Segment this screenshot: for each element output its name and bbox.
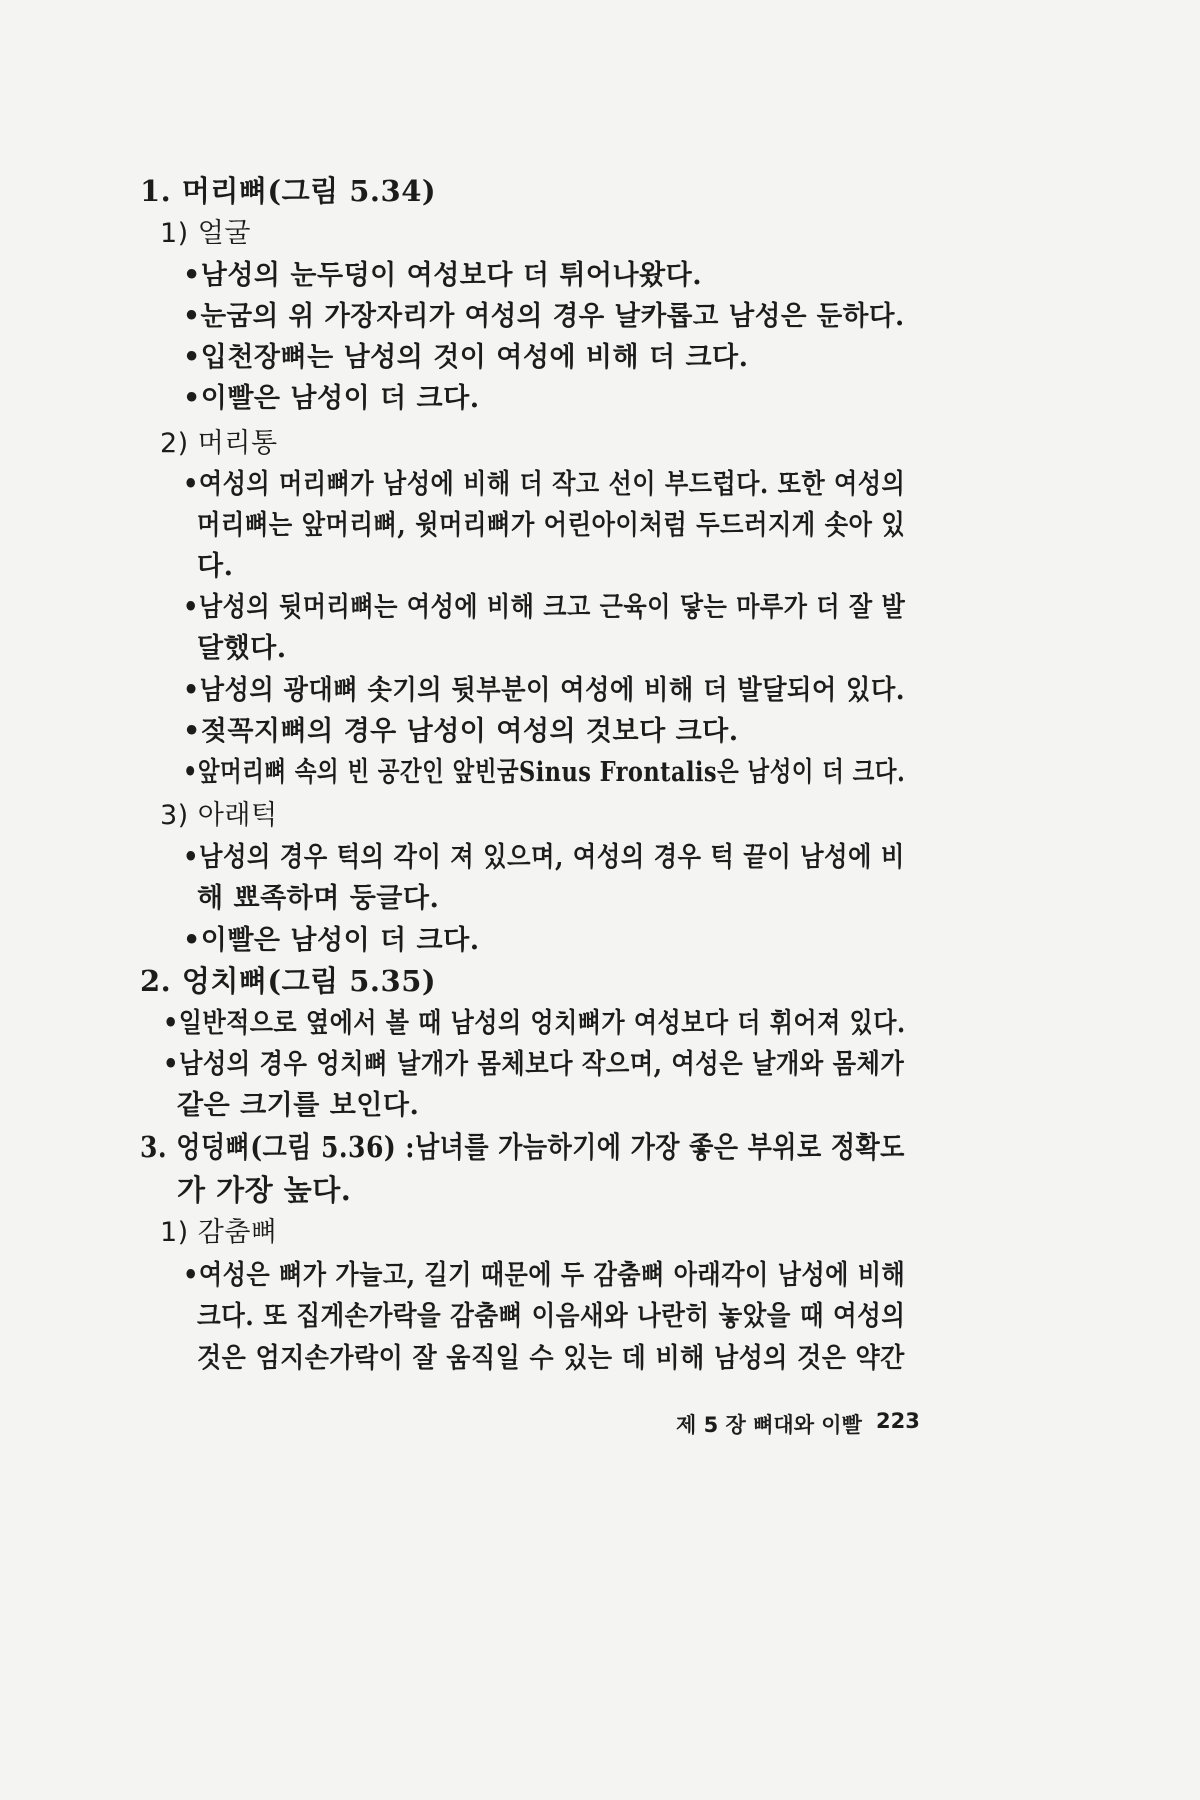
section-heading-continuation: 가 가장 높다. — [177, 1173, 352, 1207]
bullet-item: •일반적으로 옆에서 볼 때 남성의 엉치뼈가 여성보다 더 휘어져 있다. — [163, 1008, 906, 1039]
subheading-mandible: 3) 아래턱 — [160, 800, 278, 831]
subheading-cranium: 2) 머리통 — [160, 428, 278, 459]
bullet-continuation: 것은 엄지손가락이 잘 움직일 수 있는 데 비해 남성의 것은 약간 — [197, 1343, 905, 1374]
bullet-item: •젖꼭지뼈의 경우 남성이 여성의 것보다 크다. — [183, 716, 739, 747]
subheading-face: 1) 얼굴 — [160, 218, 251, 249]
page-number: 223 — [876, 1409, 920, 1433]
bullet-item: •이빨은 남성이 더 크다. — [183, 925, 480, 956]
bullet-item: •여성은 뼈가 가늘고, 길기 때문에 두 감춤뼈 아래각이 남성에 비해 — [183, 1260, 906, 1291]
bullet-continuation: 다. — [197, 551, 234, 582]
section-heading-pelvis: 3. 엉덩뼈(그림 5.36) :남녀를 가늠하기에 가장 좋은 부위로 정확도 — [140, 1130, 905, 1164]
bullet-item: •남성의 경우 턱의 각이 져 있으며, 여성의 경우 턱 끝이 남성에 비 — [183, 842, 905, 873]
bullet-item: •앞머리뼈 속의 빈 공간인 앞빈굼Sinus Frontalis은 남성이 더 크다. — [183, 757, 906, 788]
bullet-continuation: 해 뾰족하며 둥글다. — [197, 883, 440, 914]
bullet-continuation: 같은 크기를 보인다. — [177, 1090, 420, 1121]
section-heading-skull: 1. 머리뼈(그림 5.34) — [140, 174, 437, 208]
bullet-item: •남성의 뒷머리뼈는 여성에 비해 크고 근육이 닿는 마루가 더 잘 발 — [183, 592, 906, 623]
running-footer-chapter: 제 5 장 뼈대와 이빨 — [676, 1413, 862, 1437]
bullet-continuation: 크다. 또 집게손가락을 감춤뼈 이음새와 나란히 놓았을 때 여성의 — [197, 1301, 906, 1332]
bullet-item: •남성의 눈두덩이 여성보다 더 튀어나왔다. — [183, 260, 703, 291]
bullet-continuation: 달했다. — [197, 633, 287, 664]
bullet-item: •눈굼의 위 가장자리가 여성의 경우 날카롭고 남성은 둔하다. — [183, 301, 905, 332]
bullet-continuation: 머리뼈는 앞머리뼈, 윗머리뼈가 어린아이처럼 두드러지게 솟아 있 — [197, 510, 906, 541]
section-heading-sacrum: 2. 엉치뼈(그림 5.35) — [140, 964, 437, 998]
bullet-item: •이빨은 남성이 더 크다. — [183, 383, 480, 414]
bullet-item: •입천장뼈는 남성의 것이 여성에 비해 더 크다. — [183, 342, 749, 373]
bullet-item: •남성의 경우 엉치뼈 날개가 몸체보다 작으며, 여성은 날개와 몸체가 — [163, 1049, 905, 1080]
subheading-pubis: 1) 감춤뼈 — [160, 1217, 278, 1248]
bullet-item: •남성의 광대뼈 솟기의 뒷부분이 여성에 비해 더 발달되어 있다. — [183, 675, 906, 706]
bullet-item: •여성의 머리뼈가 남성에 비해 더 작고 선이 부드럽다. 또한 여성의 — [183, 469, 906, 500]
